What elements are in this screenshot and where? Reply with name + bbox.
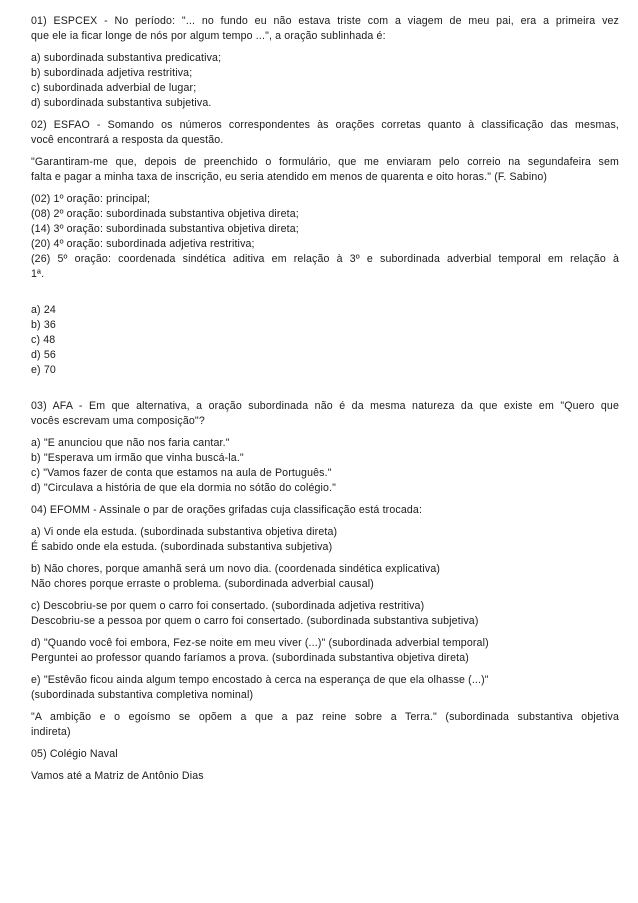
option-c: c) subordinada adverbial de lugar; bbox=[31, 82, 197, 94]
item-26: (26) 5º oração: coordenada sindética aditiva em relação à 3º e subordinada adverbial temporal em relação à bbox=[31, 253, 619, 265]
item-02: (02) 1º oração: principal; bbox=[31, 193, 151, 205]
question-4-pair-e bbox=[31, 673, 619, 703]
pair-line: e) "Estêvão ficou ainda algum tempo encostado à cerca na esperança de que ela olhasse (...)" bbox=[31, 674, 489, 686]
option-b: b) subordinada adjetiva restritiva; bbox=[31, 67, 193, 79]
question-4-pair-b bbox=[31, 562, 619, 592]
question-1-stem-line: 01) ESPCEX - No período: "... no fundo eu não estava triste com a viagem de meu pai, era a primeira vez bbox=[31, 15, 619, 27]
question-5-stem-line: 05) Colégio Naval bbox=[31, 748, 118, 760]
question-4-pair-c bbox=[31, 599, 619, 629]
question-3-stem bbox=[31, 399, 619, 429]
item-08: (08) 2º oração: subordinada substantiva objetiva direta; bbox=[31, 208, 299, 220]
option-a: a) "E anunciou que não nos faria cantar." bbox=[31, 437, 230, 449]
question-1-stem-line: que ele ia ficar longe de nós por algum tempo ...", a oração sublinhada é: bbox=[31, 30, 386, 42]
option-c: c) "Vamos fazer de conta que estamos na aula de Português." bbox=[31, 467, 332, 479]
pair-line: Perguntei ao professor quando faríamos a prova. (subordinada substantiva objetiva direta) bbox=[31, 652, 469, 664]
pair-line: indireta) bbox=[31, 726, 71, 738]
question-4-pair-d bbox=[31, 636, 619, 666]
question-2-items bbox=[31, 192, 619, 282]
question-2-options bbox=[31, 303, 619, 378]
question-5-line: Vamos até a Matriz de Antônio Dias bbox=[31, 770, 204, 782]
question-2-stem bbox=[31, 118, 619, 148]
question-5-stem bbox=[31, 747, 619, 762]
question-5-text bbox=[31, 769, 619, 784]
option-b: b) 36 bbox=[31, 319, 56, 331]
option-a: a) 24 bbox=[31, 304, 56, 316]
question-1-options bbox=[31, 51, 619, 111]
question-3-stem-line: vocês escrevam uma composição"? bbox=[31, 415, 205, 427]
quote-line: falta e pagar a minha taxa de inscrição, eu seria atendido em menos de quarenta e oito horas." (F. Sabino) bbox=[31, 171, 548, 183]
pair-line: d) "Quando você foi embora, Fez-se noite em meu viver (...)" (subordinada adverbial temporal) bbox=[31, 637, 489, 649]
item-20: (20) 4º oração: subordinada adjetiva restritiva; bbox=[31, 238, 255, 250]
option-e: e) 70 bbox=[31, 364, 56, 376]
question-1-stem bbox=[31, 14, 619, 44]
option-b: b) "Esperava um irmão que vinha buscá-la." bbox=[31, 452, 244, 464]
pair-line: (subordinada substantiva completiva nominal) bbox=[31, 689, 254, 701]
option-a: a) subordinada substantiva predicativa; bbox=[31, 52, 222, 64]
question-3-stem-line: 03) AFA - Em que alternativa, a oração subordinada não é da mesma natureza da que existe em "Quero que bbox=[31, 400, 619, 412]
pair-line: a) Vi onde ela estuda. (subordinada substantiva objetiva direta) bbox=[31, 526, 338, 538]
question-4-stem bbox=[31, 503, 619, 518]
option-d: d) "Circulava a história de que ela dormia no sótão do colégio." bbox=[31, 482, 337, 494]
question-4-pair-a bbox=[31, 525, 619, 555]
question-2-stem-line: 02) ESFAO - Somando os números correspondentes às orações corretas quanto à classificação das mesmas, bbox=[31, 119, 619, 131]
question-4-pair-f bbox=[31, 710, 619, 740]
pair-line: É sabido onde ela estuda. (subordinada substantiva subjetiva) bbox=[31, 541, 333, 553]
pair-line: c) Descobriu-se por quem o carro foi consertado. (subordinada adjetiva restritiva) bbox=[31, 600, 425, 612]
document-page bbox=[31, 14, 619, 791]
pair-line: Descobriu-se a pessoa por quem o carro foi consertado. (subordinada substantiva subjetiva) bbox=[31, 615, 479, 627]
option-d: d) 56 bbox=[31, 349, 56, 361]
item-26-cont: 1ª. bbox=[31, 268, 45, 280]
quote-line: "Garantiram-me que, depois de preenchido o formulário, que me enviaram pelo correio na segundafeira sem bbox=[31, 156, 619, 168]
pair-line: b) Não chores, porque amanhã será um novo dia. (coordenada sindética explicativa) bbox=[31, 563, 441, 575]
item-14: (14) 3º oração: subordinada substantiva objetiva direta; bbox=[31, 223, 299, 235]
option-c: c) 48 bbox=[31, 334, 56, 346]
question-4-stem-line: 04) EFOMM - Assinale o par de orações grifadas cuja classificação está trocada: bbox=[31, 504, 423, 516]
option-d: d) subordinada substantiva subjetiva. bbox=[31, 97, 212, 109]
question-2-quote bbox=[31, 155, 619, 185]
question-3-options bbox=[31, 436, 619, 496]
pair-line: Não chores porque erraste o problema. (subordinada adverbial causal) bbox=[31, 578, 374, 590]
question-2-stem-line: você encontrará a resposta da questão. bbox=[31, 134, 224, 146]
pair-line: "A ambição e o egoísmo se opõem a que a paz reine sobre a Terra." (subordinada substantiva objetiva bbox=[31, 711, 619, 723]
